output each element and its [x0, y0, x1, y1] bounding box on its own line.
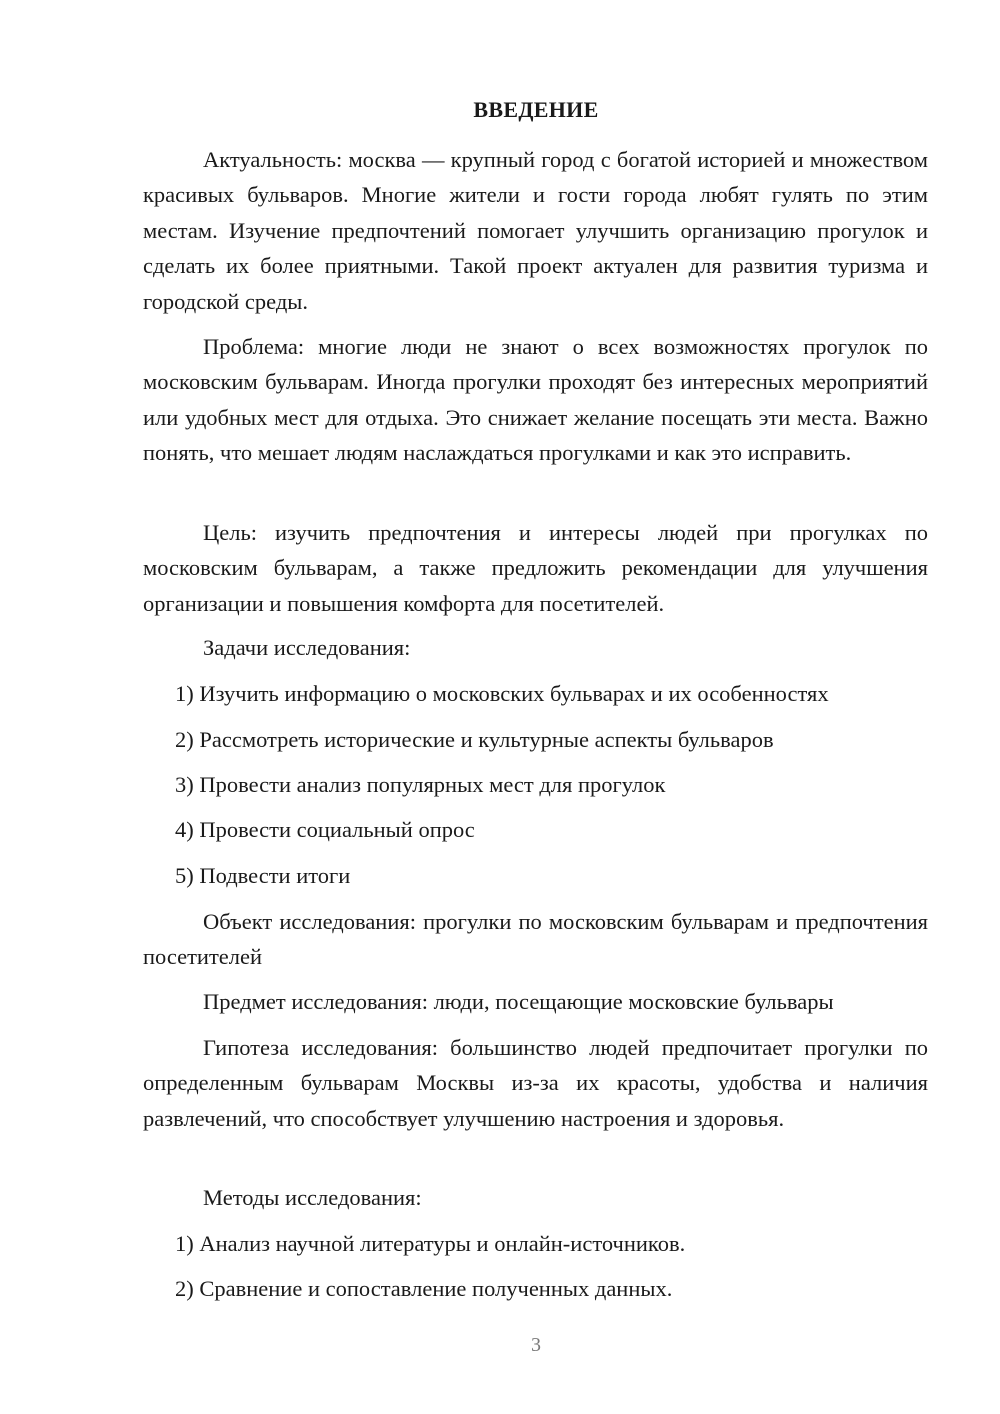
paragraph-problem-text: Проблема: многие люди не знают о всех возможностях прогулок по московским бульварам. Иногда прогулки проходят без интересных мероприятий или удобных мест для отдыха. Это снижает желание посещать эти места. Важно понять, что мешает людям наслаждаться прогулками и как это исправить. — [143, 334, 928, 466]
task-item-2: 2) Рассмотреть исторические и культурные аспекты бульваров — [175, 727, 774, 752]
task-item-3: 3) Провести анализ популярных мест для прогулок — [175, 772, 666, 797]
tasks-heading: Задачи исследования: — [203, 635, 411, 660]
task-item-5: 5) Подвести итоги — [175, 863, 351, 888]
method-item-2: 2) Сравнение и сопоставление полученных данных. — [175, 1276, 673, 1301]
paragraph-problem — [143, 329, 928, 471]
methods-heading: Методы исследования: — [203, 1185, 422, 1210]
page-number: 3 — [531, 1334, 541, 1356]
paragraph-goal-text: Цель: изучить предпочтения и интересы людей при прогулках по московским бульварам, а также предложить рекомендации для улучшения организации и повышения комфорта для посетителей. — [143, 520, 928, 616]
paragraph-object-text: Объект исследования: прогулки по московским бульварам и предпочтения посетителей — [143, 909, 928, 970]
task-item-4: 4) Провести социальный опрос — [175, 817, 475, 842]
paragraph-hypothesis — [143, 1030, 928, 1136]
paragraph-goal — [143, 515, 928, 621]
paragraph-relevance-text: Актуальность: москва — крупный город с богатой историей и множеством красивых бульваров. Многие жители и гости города любят гулять по этим местам. Изучение предпочтений помогает улучшить организацию прогулок и сделать их более приятными. Такой проект актуален для развития туризма и городской среды. — [143, 147, 928, 314]
subject-line: Предмет исследования: люди, посещающие московские бульвары — [203, 989, 834, 1014]
paragraph-relevance — [143, 142, 928, 319]
page-title: ВВЕДЕНИЕ — [473, 97, 599, 122]
task-item-1: 1) Изучить информацию о московских бульварах и их особенностях — [175, 681, 829, 706]
paragraph-object — [143, 904, 928, 975]
method-item-1: 1) Анализ научной литературы и онлайн-источников. — [175, 1231, 686, 1256]
paragraph-hypothesis-text: Гипотеза исследования: большинство людей предпочитает прогулки по определенным бульварам Москвы из-за их красоты, удобства и наличия развлечений, что способствует улучшению настроения и здоровья. — [143, 1035, 928, 1131]
